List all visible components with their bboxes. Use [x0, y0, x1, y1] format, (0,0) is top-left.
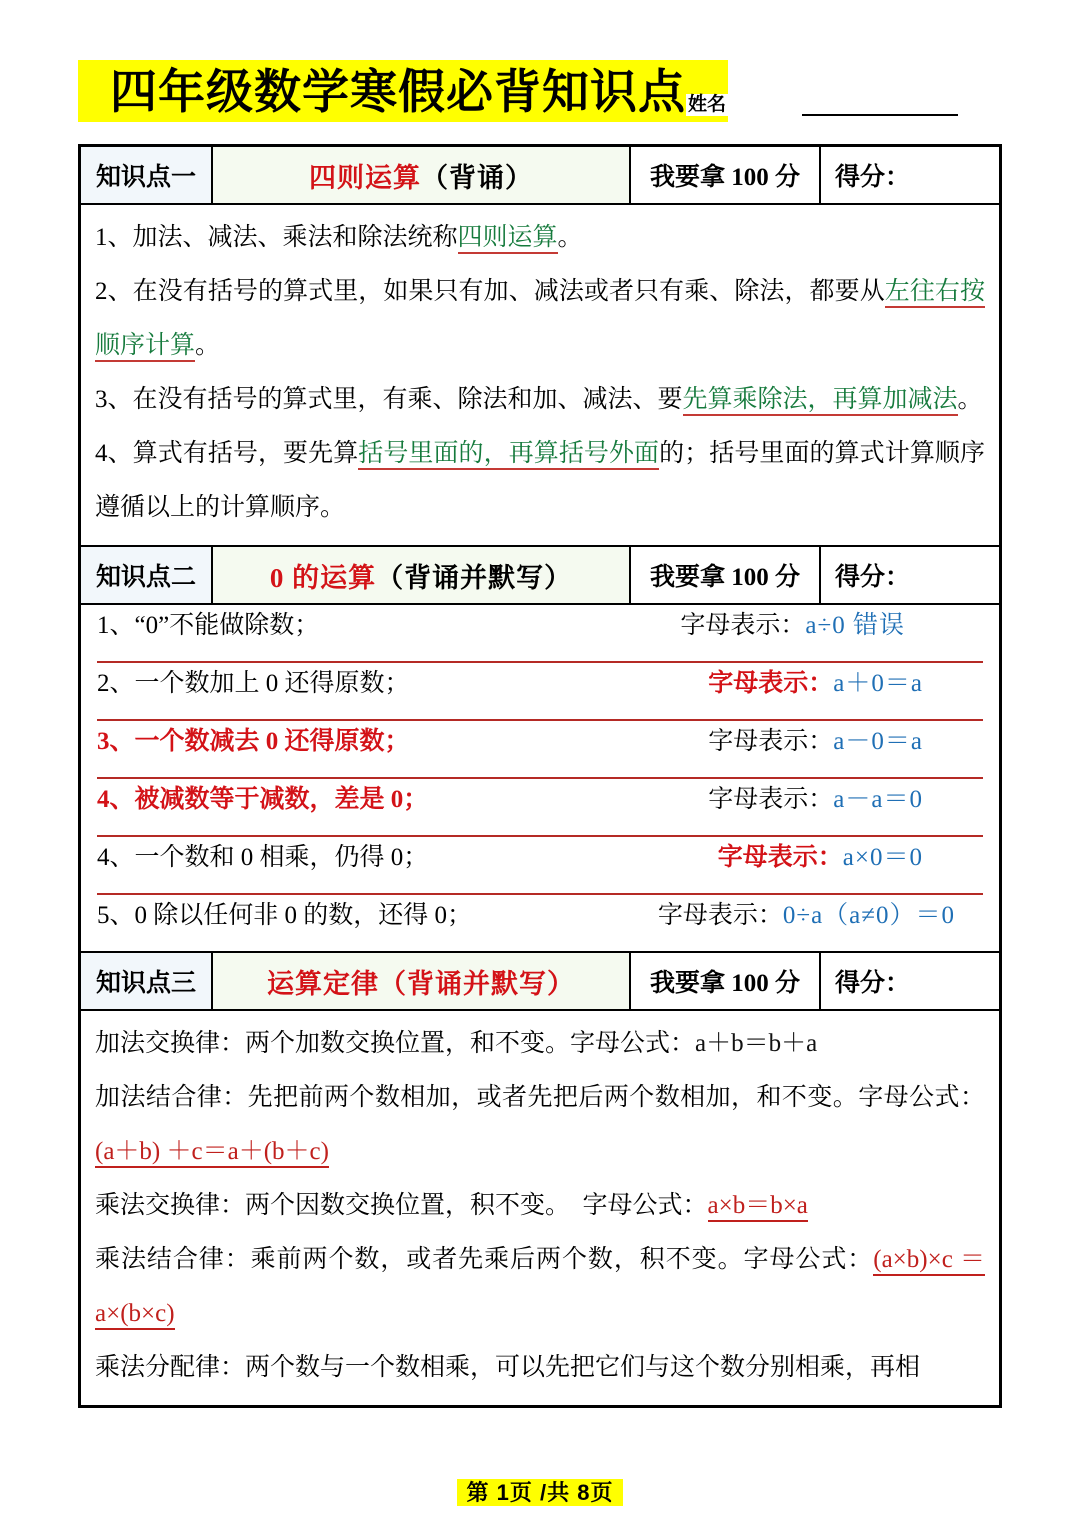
zero-rule-text	[97, 779, 577, 815]
zero-rule-body: 一个数加上 0 还得原数；	[134, 670, 410, 697]
zero-rule-body: 一个数和 0 相乘，仍得 0；	[134, 844, 429, 871]
zero-rule-text	[97, 663, 577, 699]
zero-rule-num: 1、	[97, 612, 135, 639]
rule-item-2	[95, 265, 985, 373]
formula-label: 字母表示：	[657, 902, 783, 929]
rule-item-3	[95, 373, 985, 427]
name-write-line[interactable]	[802, 114, 958, 116]
rule-2-text-b: 。	[195, 332, 221, 359]
zero-rule-formula-cell	[577, 721, 983, 757]
rule-4-text-a: 4、算式有括号，要先算	[95, 440, 359, 467]
law-item-4	[95, 1233, 985, 1341]
kp-label-3: 知识点三	[81, 953, 213, 1009]
rule-1-highlight: 四则运算	[458, 224, 558, 254]
kp-label-2: 知识点二	[81, 547, 213, 603]
zero-rule-body: “0”不能做除数；	[134, 612, 320, 639]
rule-4-text-b: 的；括号里面的算式计算顺序遵循以上的计算顺序。	[95, 440, 985, 521]
rule-item-1	[95, 211, 985, 265]
law-3-text: 乘法交换律：两个因数交换位置，积不变。 字母公式：	[95, 1192, 708, 1219]
zero-rule-num: 5、	[97, 902, 135, 929]
score-field-1[interactable]: 得分：	[835, 164, 911, 191]
zero-rule-formula-cell	[577, 605, 983, 641]
name-field-label: 姓名	[688, 94, 727, 115]
formula-value: a÷0 错误	[805, 612, 905, 639]
kp-label-1: 知识点一	[81, 147, 213, 203]
target-score-1: 我要拿 100 分	[631, 147, 821, 203]
section-title-1-main: 四则运算	[309, 162, 421, 193]
section-title-1	[213, 147, 631, 203]
rule-3-highlight: 先算乘除法，再算加减法	[683, 386, 958, 416]
title-highlight	[78, 60, 728, 122]
law-2-formula: (a＋b) ＋c＝a＋(b＋c)	[95, 1138, 329, 1168]
formula-value: a－0＝a	[833, 728, 923, 755]
law-4-text: 乘法结合律：乘前两个数，或者先乘后两个数，积不变。字母公式：	[95, 1246, 874, 1273]
formula-value: a－a＝0	[833, 786, 923, 813]
zero-rule-body: 被减数等于减数，差是 0；	[134, 786, 429, 813]
target-score-2: 我要拿 100 分	[631, 547, 821, 603]
zero-rule-body: 0 除以任何非 0 的数，还得 0；	[134, 902, 473, 929]
rule-2-text-a: 2、在没有括号的算式里，如果只有加、减法或者只有乘、除法，都要从	[95, 278, 885, 305]
zero-rule-body: 一个数减去 0 还得原数；	[134, 728, 410, 755]
zero-rule-text	[97, 605, 577, 641]
formula-label: 字母表示：	[708, 786, 834, 813]
score-field-2[interactable]: 得分：	[835, 564, 911, 591]
zero-rule-row	[97, 605, 983, 663]
rule-3-text-a: 3、在没有括号的算式里，有乘、除法和加、减法、要	[95, 386, 683, 413]
law-4-formula: (a×b)×c ＝a×(b×c)	[95, 1246, 985, 1330]
section-title-2	[213, 547, 631, 603]
rule-1-text-a: 1、加法、减法、乘法和除法统称	[95, 224, 458, 251]
formula-label: 字母表示：	[680, 612, 806, 639]
law-item-5	[95, 1341, 985, 1395]
rule-2-highlight: 左往右按顺序计算	[95, 278, 985, 362]
rule-1-text-b: 。	[557, 224, 583, 251]
zero-rule-row	[97, 721, 983, 779]
zero-rule-text	[97, 895, 577, 931]
zero-rule-formula-cell	[577, 779, 983, 815]
formula-value: a＋0＝a	[833, 670, 923, 697]
rule-item-4	[95, 427, 985, 535]
section-title-2-main: 0 的运算	[269, 562, 377, 593]
score-field-3[interactable]: 得分：	[835, 970, 911, 997]
zero-rule-text	[97, 837, 577, 873]
zero-rule-text	[97, 721, 577, 757]
section-header-3	[81, 951, 999, 1011]
zero-rule-formula-cell	[577, 837, 983, 873]
section-title-3-main: 运算定律（背诵并默写）	[267, 968, 575, 999]
law-3-formula: a×b＝b×a	[708, 1192, 808, 1222]
law-5-text: 乘法分配律：两个数与一个数相乘，可以先把它们与这个数分别相乘，再相	[95, 1354, 921, 1381]
zero-rule-num: 4、	[97, 786, 135, 813]
zero-rule-formula-cell	[577, 663, 983, 699]
law-item-2	[95, 1071, 985, 1179]
zero-rule-row	[97, 663, 983, 721]
zero-rule-num: 3、	[97, 728, 135, 755]
section-header-1	[81, 147, 999, 205]
section-body-1	[81, 205, 999, 545]
law-1-formula: a＋b＝b＋a	[695, 1030, 818, 1057]
formula-label: 字母表示：	[717, 844, 843, 871]
section-body-2	[81, 605, 999, 951]
formula-label: 字母表示：	[708, 670, 834, 697]
law-item-1	[95, 1017, 985, 1071]
zero-rule-formula-cell	[577, 895, 983, 931]
formula-label: 字母表示：	[708, 728, 834, 755]
page-title: 四年级数学寒假必背知识点	[110, 67, 686, 119]
section-body-3	[81, 1011, 999, 1405]
law-item-3	[95, 1179, 985, 1233]
page-footer	[0, 1476, 1080, 1507]
zero-rule-num: 2、	[97, 670, 135, 697]
section-header-2	[81, 545, 999, 605]
section-title-2-note: （背诵并默写）	[376, 562, 573, 593]
document-header	[78, 56, 1002, 122]
rule-3-text-b: 。	[957, 386, 983, 413]
zero-rule-num: 4、	[97, 844, 135, 871]
law-2-text: 加法结合律：先把前两个数相加，或者先把后两个数相加，和不变。字母公式：	[95, 1084, 985, 1111]
law-1-text: 加法交换律：两个加数交换位置，和不变。字母公式：	[95, 1030, 696, 1057]
section-title-3	[213, 953, 631, 1009]
section-title-1-note: （背诵）	[421, 162, 533, 193]
target-score-3: 我要拿 100 分	[631, 953, 821, 1009]
zero-rule-row	[97, 895, 983, 951]
zero-rule-row	[97, 779, 983, 837]
formula-value: a×0＝0	[842, 844, 923, 871]
rule-4-highlight: 括号里面的，再算括号外面	[358, 440, 659, 470]
knowledge-table	[78, 144, 1002, 1408]
zero-rule-row	[97, 837, 983, 895]
formula-value: 0÷a（a≠0）＝0	[782, 902, 955, 929]
page-indicator: 第 1页 /共 8页	[457, 1479, 624, 1506]
